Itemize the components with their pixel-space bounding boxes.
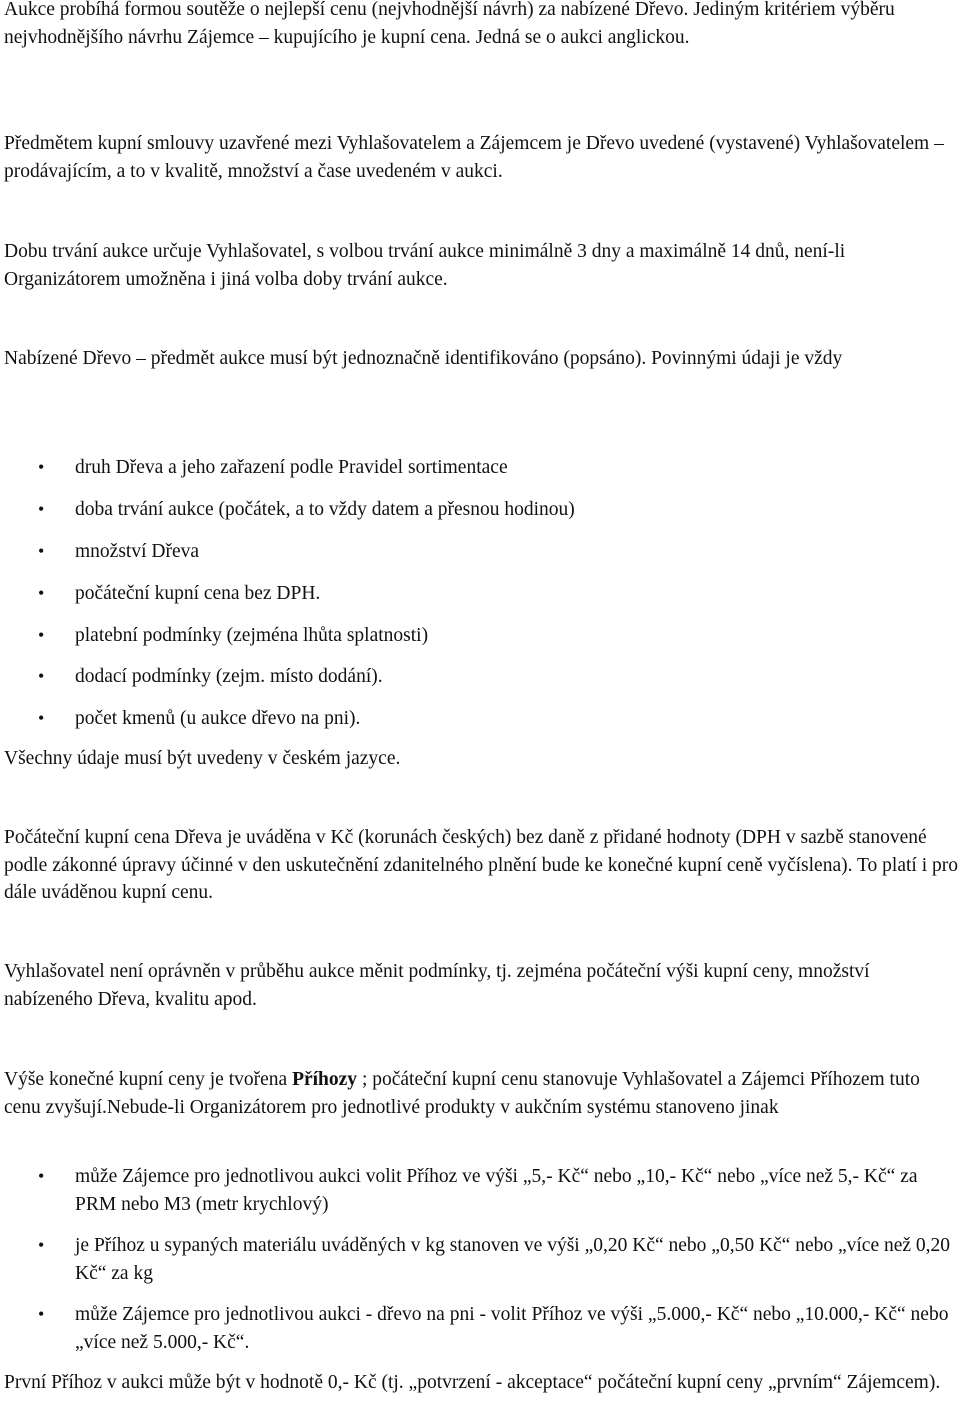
paragraph-auction-duration: Dobu trvání aukce určuje Vyhlašovatel, s volbou trvání aukce minimálně 3 dny a maximálně 14 dnů, není-li Organizátorem umožněna i jiná volba doby trvání aukce. (4, 241, 846, 290)
bid-term-bold: Příhozy (292, 1069, 358, 1090)
paragraph-contract-subject: Předmětem kupní smlouvy uzavřené mezi Vyhlašovatelem a Zájemcem je Dřevo uvedené (vystavené) Vyhlašovatelem – prodávajícím, a to v kvalitě, množství a čase uvedeném v aukci. (4, 133, 944, 182)
bullet-icon: • (38, 499, 45, 519)
bullet-icon: • (38, 1304, 45, 1324)
bullet-icon: • (38, 1166, 45, 1186)
paragraph-initial-price: Počáteční kupní cena Dřeva je uváděna v Kč (korunách českých) bez daně z přidané hodnoty (DPH v sazbě stanovené podle zákonné úpravy účinné v den uskutečnění zdanitelného plnění bude ke konečné kupní ceně vyčíslena). To platí i pro dále uváděnou kupní cenu. (4, 827, 959, 903)
bullet-icon: • (38, 708, 45, 728)
bullet-icon: • (38, 666, 45, 686)
bullet-icon: • (38, 1235, 45, 1255)
bullet-icon: • (38, 625, 45, 645)
paragraph-language: Všechny údaje musí být uvedeny v českém jazyce. (4, 748, 401, 769)
paragraph-final-price: Výše konečné kupní ceny je tvořena Příhozy ; počáteční kupní cenu stanovuje Vyhlašovatel a Zájemci Příhozem tuto cenu zvyšují.Nebude-li Organizátorem pro jednotlivé produkty v aukčním systému stanoveno jinak (4, 1069, 920, 1118)
paragraph-first-bid: První Příhoz v aukci může být v hodnotě 0,- Kč (tj. „potvrzení - akceptace“ počáteční kupní ceny „prvním“ Zájemcem). (4, 1372, 941, 1393)
paragraph-auction-form: Aukce probíhá formou soutěže o nejlepší cenu (nejvhodnější návrh) za nabízené Dřevo. Jediným kritériem výběru nejvhodnějšího návrhu Zájemce – kupujícího je kupní cena. Jedná se o aukci anglickou. (4, 0, 895, 48)
bullet-icon: • (38, 457, 45, 477)
paragraph-item-identification: Nabízené Dřevo – předmět aukce musí být jednoznačně identifikováno (popsáno). Povinnými údaji je vždy (4, 348, 843, 369)
bullet-icon: • (38, 541, 45, 561)
bullet-icon: • (38, 583, 45, 603)
paragraph-conditions: Vyhlašovatel není oprávněn v průběhu aukce měnit podmínky, tj. zejména počáteční výši kupní ceny, množství nabízeného Dřeva, kvalitu apod. (4, 961, 870, 1010)
